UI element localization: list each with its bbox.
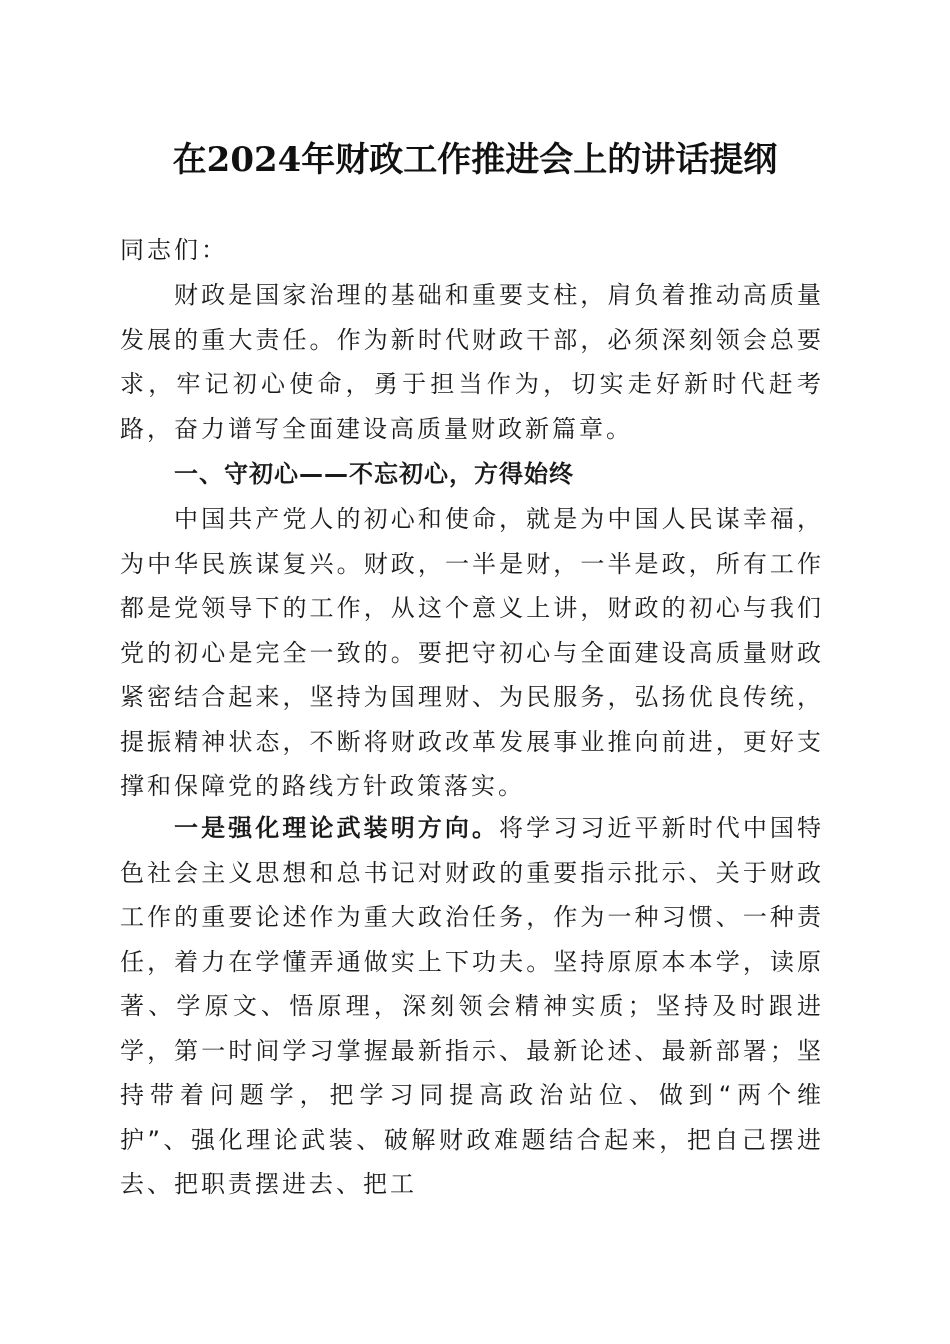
salutation: 同志们：	[120, 236, 228, 264]
section-1-paragraph	[120, 497, 824, 809]
section-1-heading: 一、守初心——不忘初心，方得始终	[174, 460, 574, 488]
section-1-text: 中国共产党人的初心和使命，就是为中国人民谋幸福，为中华民族谋复兴。财政，一半是财，一半是政，所有工作都是党领导下的工作，从这个意义上讲，财政的初心与我们党的初心是完全一致的。要把守初心与全面建设高质量财政紧密结合起来，坚持为国理财、为民服务，弘扬优良传统，提振精神状态，不断将财政改革发展事业推向前进，更好支撑和保障党的路线方针政策落实。	[120, 505, 824, 800]
point-1-body: 将学习习近平新时代中国特色社会主义思想和总书记对财政的重要指示批示、关于财政工作的重要论述作为重大政治任务，作为一种习惯、一种责任，着力在学懂弄通做实上下功夫。坚持原原本本学，读原著、学原文、悟原理，深刻领会精神实质；坚持及时跟进学，第一时间学习掌握最新指示、最新论述、最新部署；坚持带着问题学，把学习同提高政治站位、做到“两个维护”、强化理论武装、破解财政难题结合起来，把自己摆进去、把职责摆进去、把工	[120, 814, 825, 1198]
point-1-lead: 一是强化理论武装明方向。	[174, 814, 500, 842]
point-1-text	[120, 806, 824, 1207]
intro-paragraph	[120, 273, 824, 451]
point-1-paragraph	[120, 806, 824, 1207]
intro-text: 财政是国家治理的基础和重要支柱，肩负着推动高质量发展的重大责任。作为新时代财政干部，必须深刻领会总要求，牢记初心使命，勇于担当作为，切实走好新时代赶考路，奋力谱写全面建设高质量财政新篇章。	[120, 281, 824, 443]
document-title: 在2024年财政工作推进会上的讲话提纲	[172, 140, 778, 180]
